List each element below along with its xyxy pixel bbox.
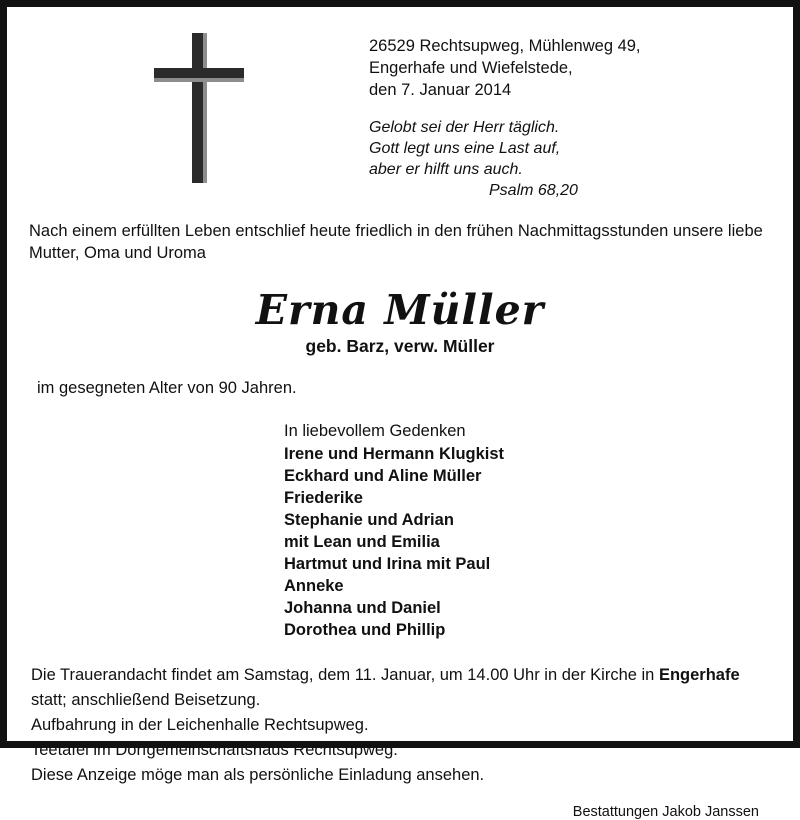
list-item: Irene und Hermann Klugkist: [284, 445, 505, 463]
cross-vertical-shadow: [203, 33, 207, 183]
info-line-2: Teetafel im Dorfgemeinschaftshaus Rechtsupweg.: [31, 741, 398, 759]
service-text-part2: statt; anschließend Beisetzung.: [31, 691, 261, 709]
list-item: Johanna und Daniel: [284, 599, 441, 617]
info-line-1: Aufbahrung in der Leichenhalle Rechtsupweg.: [31, 716, 369, 734]
list-item: Hartmut und Irina mit Paul: [284, 555, 491, 573]
deceased-name: Erna Müller: [255, 286, 545, 334]
closing-section: [29, 663, 771, 788]
list-item: Friederike: [284, 489, 363, 507]
header-text-block: [369, 25, 771, 200]
list-item: Anneke: [284, 577, 344, 595]
list-item: Eckhard und Aline Müller: [284, 467, 482, 485]
service-location: Engerhafe: [658, 666, 740, 684]
christian-cross-icon: [154, 33, 244, 183]
date-line: den 7. Januar 2014: [369, 81, 512, 99]
service-text-part1: Die Trauerandacht findet am Samstag, dem 11. Januar, um 14.00 Uhr in der Kirche in: [31, 666, 659, 684]
service-details: [31, 663, 771, 713]
verse-reference: Psalm 68,20: [489, 182, 578, 199]
list-item: Stephanie und Adrian: [284, 511, 454, 529]
address-line-1: 26529 Rechtsupweg, Mühlenweg 49,: [369, 37, 641, 55]
address-line-2: Engerhafe und Wiefelstede,: [369, 59, 573, 77]
cross-horizontal-shadow: [154, 78, 244, 82]
list-item: mit Lean und Emilia: [284, 533, 440, 551]
cross-horizontal-bar: [154, 68, 244, 78]
cross-vertical-bar: [192, 33, 203, 183]
funeral-home-credit: Bestattungen Jakob Janssen: [572, 804, 759, 820]
list-item: Dorothea und Phillip: [284, 621, 446, 639]
mourners-heading: In liebevollem Gedenken: [284, 422, 466, 440]
mourners-section: [29, 420, 771, 641]
info-line-3: Diese Anzeige möge man als persönliche Einladung ansehen.: [31, 766, 485, 784]
cross-container: [29, 25, 369, 183]
verse-line-2: Gott legt uns eine Last auf,: [369, 140, 561, 157]
intro-text: Nach einem erfüllten Leben entschlief heute friedlich in den frühen Nachmittagsstunden unsere liebe Mutter, Oma und Uroma: [29, 222, 763, 262]
age-line: im gesegneten Alter von 90 Jahren.: [37, 379, 297, 397]
header-section: [29, 25, 771, 200]
bible-verse: [369, 117, 771, 180]
deceased-maiden-name: geb. Barz, verw. Müller: [305, 336, 495, 356]
verse-line-1: Gelobt sei der Herr täglich.: [369, 119, 560, 136]
verse-line-3: aber er hilft uns auch.: [369, 161, 523, 178]
